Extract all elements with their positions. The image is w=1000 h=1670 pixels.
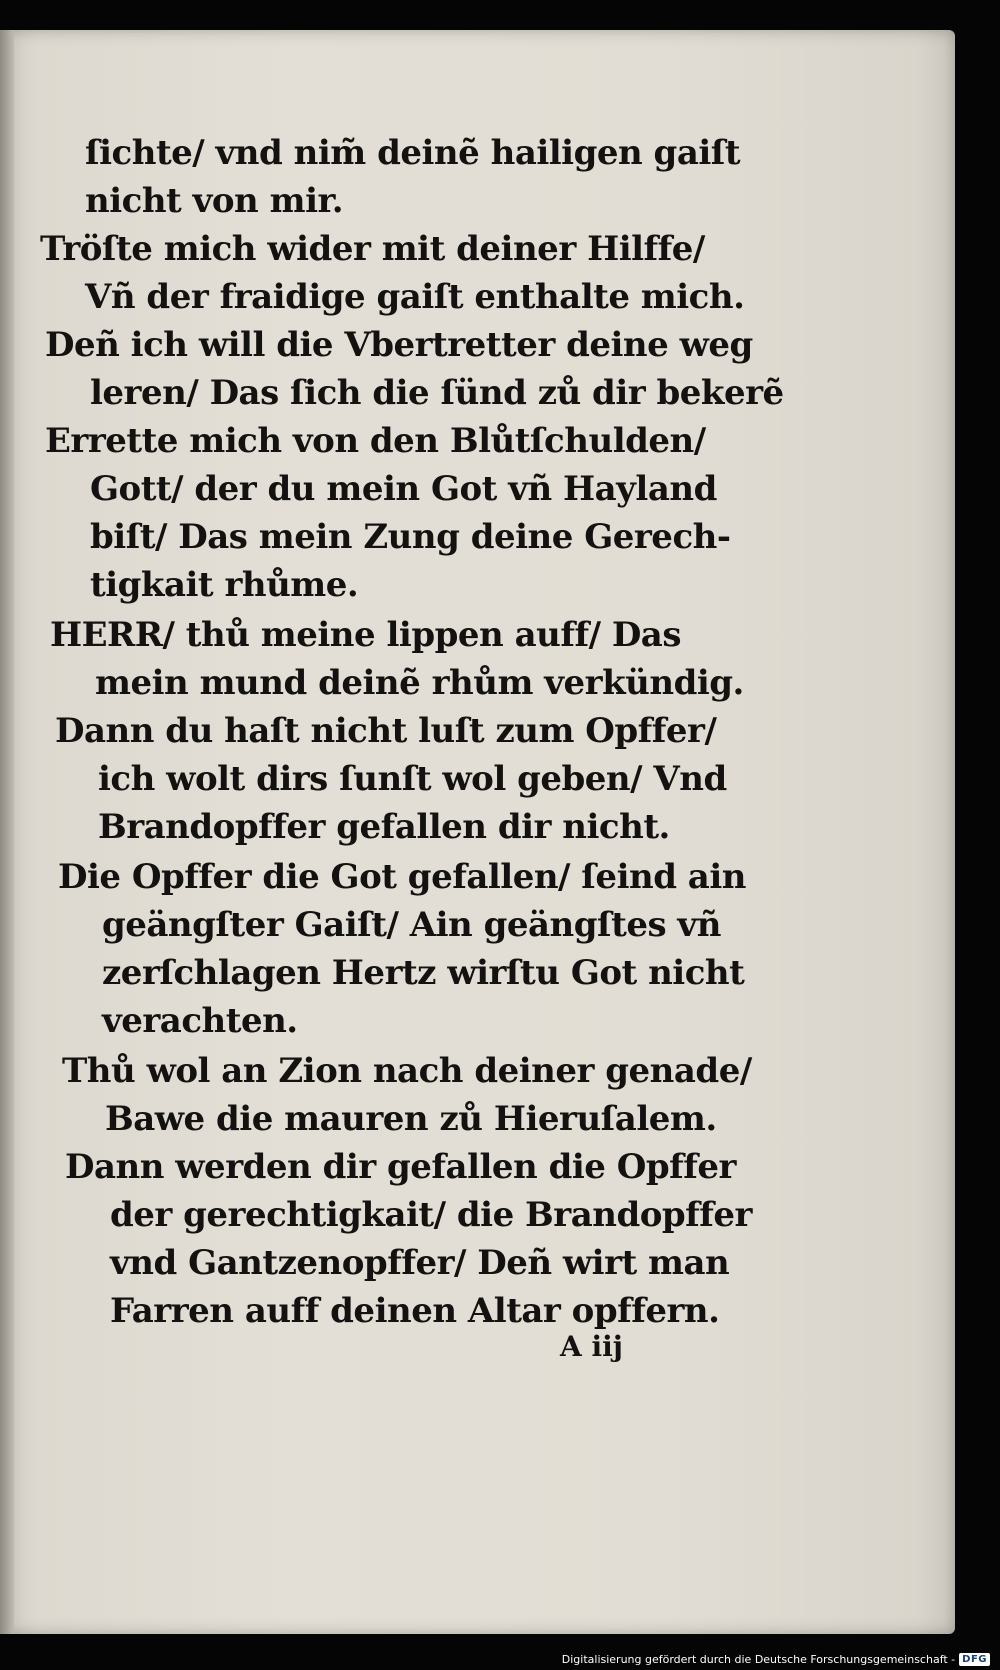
- text-line: Bawe die mauren zů Hieruſalem.: [105, 1099, 717, 1139]
- text-line: mein mund deinẽ rhům verkündig.: [95, 663, 744, 703]
- text-line: ſichte/ vnd nim̃ deinẽ hailigen gaiſt: [85, 133, 741, 173]
- text-line: zerſchlagen Hertz wirſtu Got nicht: [102, 953, 745, 993]
- text-line: leren/ Das ſich die ſünd zů dir bekerẽ: [90, 373, 784, 413]
- text-line: Thů wol an Zion nach deiner genade/: [62, 1051, 752, 1091]
- text-line: nicht von mir.: [85, 181, 344, 221]
- signature-mark: A iij: [560, 1330, 623, 1363]
- text-line: Tröſte mich wider mit deiner Hilffe/: [40, 229, 705, 269]
- text-line: vnd Gantzenopffer/ Deñ wirt man: [110, 1243, 730, 1283]
- text-line: der gerechtigkait/ die Brandopffer: [110, 1195, 752, 1235]
- footer-credit: Digitalisierung gefördert durch die Deutsche Forschungsgemeinschaft -: [561, 1653, 956, 1666]
- text-line: biſt/ Das mein Zung deine Gerech-: [90, 517, 731, 557]
- text-line: Vñ der fraidige gaiſt enthalte mich.: [85, 277, 745, 317]
- text-line: Farren auff deinen Altar opffern.: [110, 1291, 720, 1331]
- text-line: Errette mich von den Blůtſchulden/: [45, 421, 706, 461]
- text-line: Gott/ der du mein Got vñ Hayland: [90, 469, 717, 509]
- text-line: Dann du haſt nicht luſt zum Opffer/: [55, 711, 717, 751]
- text-line: Brandopffer gefallen dir nicht.: [98, 807, 670, 847]
- dfg-logo: DFG: [959, 1653, 990, 1666]
- text-line: HERR/ thů meine lippen auff/ Das: [50, 615, 681, 655]
- page-gutter: [0, 30, 14, 1634]
- text-line: tigkait rhůme.: [90, 565, 359, 605]
- digitization-footer: [562, 1653, 990, 1666]
- text-line: Deñ ich will die Vbertretter deine weg: [45, 325, 753, 365]
- book-page: [0, 30, 955, 1634]
- psalm-text-block: [40, 130, 784, 1370]
- text-line: verachten.: [102, 1001, 298, 1041]
- text-line: Dann werden dir gefallen die Opffer: [65, 1147, 736, 1187]
- text-line: geängſter Gaiſt/ Ain geängſtes vñ: [102, 905, 721, 945]
- text-line: Die Opffer die Got gefallen/ ſeind ain: [58, 857, 746, 897]
- text-line: ich wolt dirs ſunſt wol geben/ Vnd: [98, 759, 727, 799]
